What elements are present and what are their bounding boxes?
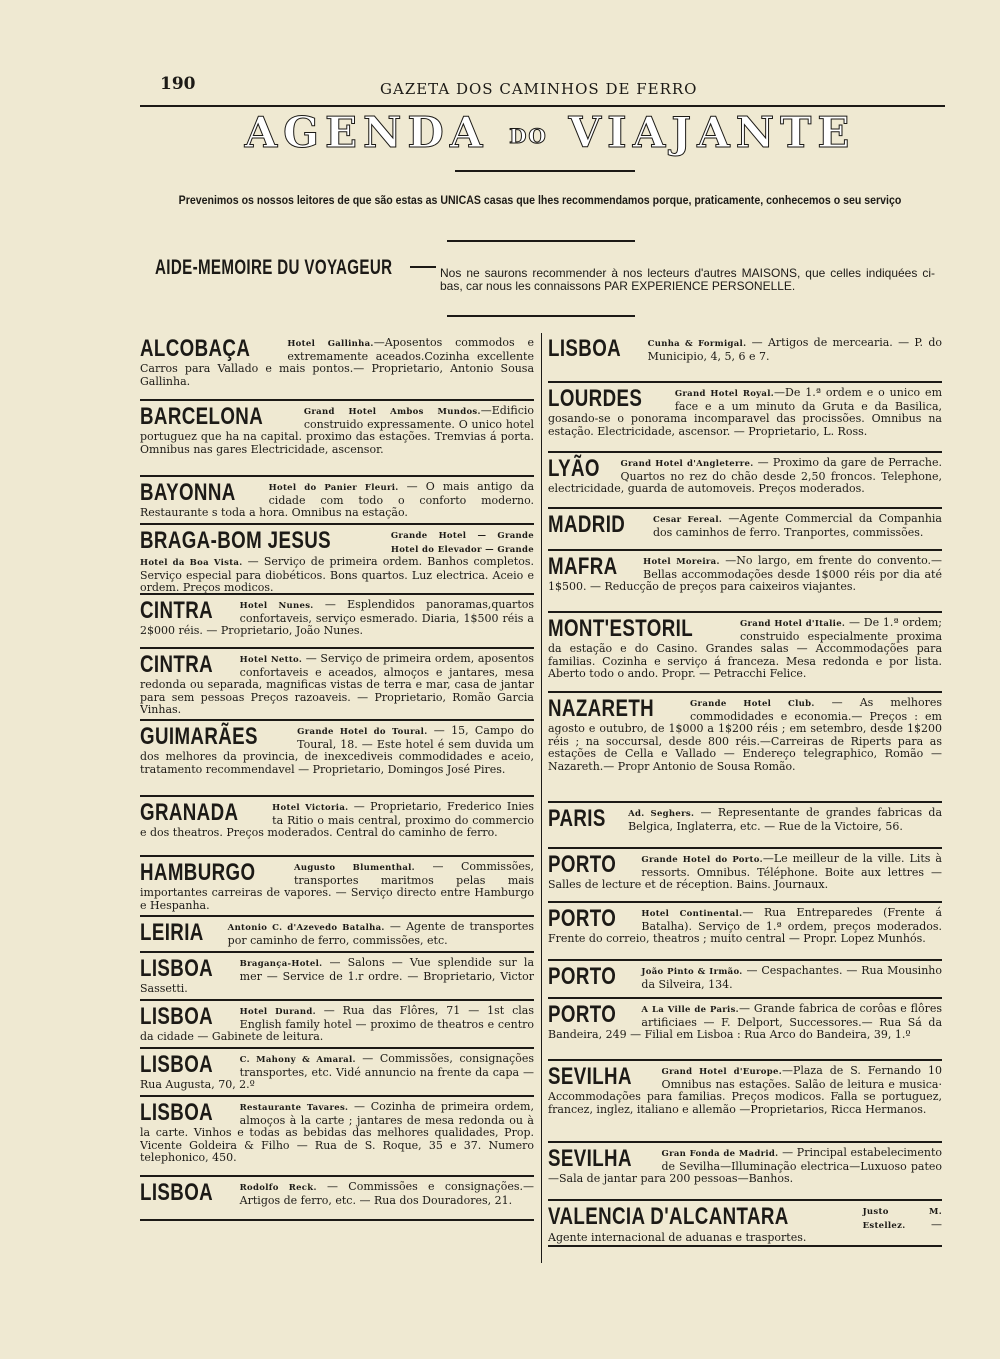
entry-establishment: Grande Hotel do Porto. — [641, 855, 763, 865]
directory-entry — [548, 803, 942, 849]
entry-description: —Le meilleur de la ville. Lits à ressorts. Omnibus. Téléphone. Boite aux lettres — Salles de lecture et de réception. Bains. Journaux. — [548, 852, 942, 892]
entry-description: — De 1.ª ordem; construido especialmente proxima da estação e do Casino. Grandes salas — Accommodações para familias. Cozinha e serviço á franceza. Mesa redonda e por lista. Aberto todo o ando. Propr. — Petracchi Felice. — [548, 616, 942, 681]
running-title: GAZETA DOS CAMINHOS DE FERRO — [380, 80, 698, 98]
entry-description: — Esplendidos panoramas,quartos confortaveis, serviço esmerado. Diaria, 1$500 réis a 2$000 réis. — Proprietario, João Nunes. — [140, 598, 534, 638]
directory-entry — [548, 849, 942, 903]
entry-establishment: Hotel Moreira. — [643, 557, 720, 567]
entry-description: —Plaza de S. Fernando 10 Omnibus nas estações. Salão de leitura e musica· Accommodações para familias. Preços modicos. Falla se portuguez, francez, inglez, italiano e allemão —Proprietarios, Ricca Hermanos. — [548, 1064, 942, 1116]
directory-entry — [548, 551, 942, 613]
entry-establishment: Cesar Fereal. — [653, 515, 723, 525]
entry-description: — Agente de transportes por caminho de ferro, commissões, etc. — [227, 920, 534, 947]
entry-description: — Cespachantes. — Rua Mousinho da Silveira, 134. — [641, 964, 942, 991]
column-rule — [541, 333, 542, 1263]
entry-establishment: Hotel Victoria. — [272, 803, 349, 813]
entry-city: LISBOA — [140, 1179, 214, 1206]
entry-city: LISBOA — [140, 1099, 214, 1126]
entry-establishment: Grande Hotel do Toural. — [297, 727, 428, 737]
entry-establishment: Rodolfo Reck. — [239, 1183, 317, 1193]
entry-establishment: Grande Hotel Club. — [690, 699, 815, 709]
entry-description: — As melhores commodidades e economia.— Preços : em agosto e outubro, de 1$000 a 1$200 réis ; em setembro, desde 1$200 réis ; na soccursal, desde 800 réis.—Carreiras de Riperts para as estações de Cella e Vallado — Endereço telegraphico, Romão — Nazareth.— Propr Antonio de Sousa Romão. — [548, 696, 942, 773]
agenda-banner — [150, 108, 950, 160]
entry-city: VALENCIA D'ALCANTARA — [548, 1203, 789, 1230]
entry-establishment: Hotel Nunes. — [239, 601, 314, 611]
banner-right: VIAJANTE — [568, 108, 856, 157]
directory-entry — [548, 333, 942, 383]
entry-description: —Aposentos commodos e extremamente aceados.Cozinha excellente Carros para Vallado e mais pontos.— Proprietario, Antonio Sousa Gallinha. — [140, 336, 534, 388]
entry-description: — Serviço de primeira ordem. Banhos completos. Serviço especial para diobéticos. Bons quartos. Luz electrica. Aceio e ordem. Preços modicos. — [140, 555, 534, 595]
entry-establishment: Hotel Continental. — [641, 909, 743, 919]
entry-city: BARCELONA — [140, 403, 264, 430]
entry-city: LEIRIA — [140, 919, 204, 946]
entry-description: — Serviço de primeira ordem, aposentos confortaveis e aceados, almoços e jantares, mesa redonda ou separada, magnificas vistas de terra e mar, casa de jantar para sem pessoas Preços razoaveis. — Proprietario, Romão Garcia Vinhas. — [140, 652, 534, 717]
banner-left: AGENDA — [244, 108, 489, 157]
entry-establishment: A La Ville de Paris. — [641, 1005, 739, 1015]
entry-establishment: Hotel Netto. — [239, 655, 303, 665]
entry-establishment: Grand Hotel d'Italie. — [739, 619, 846, 629]
intro-text: Prevenimos os nossos leitores de que são estas as UNICAS casas que lhes recommendamos porque, praticamente, conhecemos o seu serviço — [178, 195, 902, 207]
entry-description: — Agente internacional de aduanas e trasportes. — [548, 1217, 942, 1245]
entry-city: SEVILHA — [548, 1145, 632, 1172]
entry-establishment: Gran Fonda de Madrid. — [661, 1149, 779, 1159]
directory-entry — [548, 1061, 942, 1143]
directory-entry — [140, 525, 534, 595]
entry-city: MADRID — [548, 511, 626, 538]
directory-entry — [140, 721, 534, 797]
directory-entry — [548, 1143, 942, 1201]
entry-description: — Artigos de mercearia. — P. do Municipio, 4, 5, 6 e 7. — [647, 336, 942, 363]
entry-description: — 15, Campo do Toural, 18. — Este hotel é sem duvida um dos melhores da provincia, de inexcediveis commodidades e aceio, tratamento recommendavel — Proprietario, Domingos José Pires. — [140, 724, 534, 776]
entry-city: LYÃO — [548, 455, 600, 482]
entry-city: PORTO — [548, 905, 617, 932]
header-rule — [140, 105, 945, 107]
entry-establishment: Hotel Durand. — [239, 1007, 316, 1017]
directory-entry — [548, 903, 942, 961]
entry-city: PARIS — [548, 805, 606, 832]
entry-description: — Cozinha de primeira ordem, almoços à la carte ; jantares de mesa redonda ou à la carte. Vinhos e todas as bebidas das melhores qualidades, Prop. Vicente Goldeira & Filho — Rua de S. Roque, 35 e 37. Numero telephonico, 450. — [140, 1100, 534, 1165]
entry-city: HAMBURGO — [140, 859, 256, 886]
divider — [455, 170, 635, 172]
entry-establishment: João Pinto & Irmão. — [641, 967, 743, 977]
directory-entry — [140, 649, 534, 721]
entry-city: PORTO — [548, 851, 617, 878]
directory-entry — [140, 595, 534, 649]
entry-establishment: Hotel Gallinha. — [287, 339, 374, 349]
directory-entry — [548, 1201, 942, 1247]
directory-entry — [548, 383, 942, 453]
entry-establishment: Augusto Blumenthal. — [294, 863, 415, 873]
entry-description: — Commissões, consignações transportes, etc. Vidé annuncio na frente da capa — Rua Augusta, 70, 2.º — [140, 1052, 534, 1092]
directory-entry — [548, 961, 942, 999]
aide-memoire-text: Nos ne saurons recommender à nos lecteurs d'autres MAISONS, que celles indiquées ci-bas, car nous les connaissons PAR EXPERIENCE PERSONELLE. — [440, 266, 935, 293]
entry-city: LISBOA — [140, 1051, 214, 1078]
entry-city: LISBOA — [140, 1003, 214, 1030]
directory-entry — [140, 1001, 534, 1049]
entry-description: — Representante de grandes fabricas da Belgica, Inglaterra, etc. — Rue de la Victoire, 56. — [628, 806, 942, 833]
entry-city: NAZARETH — [548, 695, 655, 722]
entry-description: — Commissões e consignações.— Artigos de ferro, etc. — Rua dos Douradores, 21. — [239, 1180, 534, 1207]
left-column — [140, 333, 534, 1221]
entry-city: BAYONNA — [140, 479, 236, 506]
entry-city: LISBOA — [140, 955, 214, 982]
entry-establishment: Grand Hotel d'Europe. — [661, 1067, 782, 1077]
entry-description: —No largo, em frente do convento.— Bellas accommodações desde 1$000 réis por dia até 1$500. — Reducção de preços para caixeiros viajantes. — [548, 554, 942, 594]
entry-city: ALCOBAÇA — [140, 335, 251, 362]
entry-establishment: Cunha & Formigal. — [647, 339, 747, 349]
entry-city: MONT'ESTORIL — [548, 615, 694, 642]
entry-city: GRANADA — [140, 799, 239, 826]
entry-city: MAFRA — [548, 553, 618, 580]
directory-entry — [548, 509, 942, 551]
entry-establishment: Bragança-Hotel. — [239, 959, 323, 969]
entry-description: — Salons — Vue splendide sur la mer — Service de 1.r ordre. — Broprietario, Victor Sassetti. — [140, 956, 534, 996]
entry-establishment: Grand Hotel Ambos Mundos. — [303, 407, 481, 417]
divider — [447, 240, 635, 242]
entry-city: CINTRA — [140, 651, 214, 678]
entry-establishment: Antonio C. d'Azevedo Batalha. — [227, 923, 385, 933]
entry-description: — Rua das Flôres, 71 — 1st clas English family hotel — proximo de theatros e centro da cidade — Gabinete de leitura. — [140, 1004, 534, 1044]
entry-description: —De 1.ª ordem e o unico em face e a um minuto da Gruta e da Basilica, gosando-se o ponorama incomparavel das procissões. Omnibus na estação. Electricidade, ascensor. — Proprietario, L. Ross. — [548, 386, 942, 438]
entry-description: —Edificio construido expressamente. O unico hotel portuguez que ha na capital. proximo das estações. Tremvias á porta. Omnibus nas gares Electricidade, ascensor. — [140, 404, 534, 456]
entry-establishment: Grande Hotel — Grande Hotel do Elevador — Grande Hotel da Boa Vista. — [140, 531, 534, 569]
entry-establishment: Grand Hotel Royal. — [674, 389, 775, 399]
entry-description: — Commissões, transportes maritmos pelas mais importantes carreiras de vapores. — Serviço directo entre Hamburgo e Hespanha. — [140, 860, 534, 912]
entry-establishment: Grand Hotel d'Angleterre. — [620, 459, 754, 469]
directory-entry — [140, 333, 534, 401]
aide-memoire-title: AIDE-MEMOIRE DU VOYAGEUR — [155, 256, 393, 279]
directory-entry — [140, 953, 534, 1001]
directory-entry — [140, 917, 534, 953]
directory-entry — [548, 693, 942, 803]
entry-description: — Proprietario, Frederico Inies ta Ritio o mais central, proximo do commercio e dos theatros. Preços moderados. Central do caminho de ferro. — [140, 800, 534, 840]
entry-city: BRAGA-BOM JESUS — [140, 527, 331, 554]
directory-entry — [140, 857, 534, 917]
directory-entry — [140, 401, 534, 477]
directory-entry — [548, 613, 942, 693]
entry-description: — Grande fabrica de corôas e flôres artificiaes — F. Delport, Successores.— Rua Sá da Bandeira, 249 — Filial em Lisboa : Rua Arco do Bandeira, 39, 1.º — [548, 1002, 942, 1042]
page-number: 190 — [160, 74, 196, 94]
entry-establishment: Restaurante Tavares. — [239, 1103, 349, 1113]
banner-mid: DO — [509, 124, 548, 148]
entry-city: CINTRA — [140, 597, 214, 624]
divider — [447, 315, 635, 317]
directory-entry — [140, 1049, 534, 1097]
directory-entry — [548, 999, 942, 1061]
entry-city: PORTO — [548, 1001, 617, 1028]
entry-description: —Agente Commercial da Companhia dos caminhos de ferro. Tranportes, commissões. — [653, 512, 942, 539]
entry-description: — Proximo da gare de Perrache. Quartos no rez do chão desde 2,50 froncos. Telephone, electricidade, guarda de automoveis. Preços moderados. — [548, 456, 942, 496]
right-column — [548, 333, 942, 1247]
entry-city: GUIMARÃES — [140, 723, 258, 750]
entry-description: — O mais antigo da cidade com todo o conforto moderno. Restaurante s toda a hora. Omnibus na estação. — [140, 480, 534, 520]
entry-establishment: Justo M. Estellez. — [862, 1207, 942, 1231]
entry-city: LOURDES — [548, 385, 643, 412]
entry-establishment: Hotel do Panier Fleuri. — [268, 483, 399, 493]
directory-entry — [548, 453, 942, 509]
directory-entry — [140, 1097, 534, 1177]
entry-establishment: Ad. Seghers. — [628, 809, 695, 819]
entry-establishment: C. Mahony & Amaral. — [239, 1055, 356, 1065]
entry-city: LISBOA — [548, 335, 622, 362]
entry-description: — Rua Entreparedes (Frente á Batalha). Serviço de 1.ª ordem, preços moderados. Frente do correio, theatros ; muito central — Propr. Lopez Munhós. — [548, 906, 942, 946]
entry-city: PORTO — [548, 963, 617, 990]
aide-dash — [410, 266, 436, 268]
entry-city: SEVILHA — [548, 1063, 632, 1090]
directory-entry — [140, 1177, 534, 1221]
entry-description: — Principal estabelecimento de Sevilha—Illuminação electrica—Luxuoso pateo—Sala de jantar para 200 pessoas—Banhos. — [548, 1146, 942, 1186]
directory-entry — [140, 797, 534, 857]
directory-entry — [140, 477, 534, 525]
